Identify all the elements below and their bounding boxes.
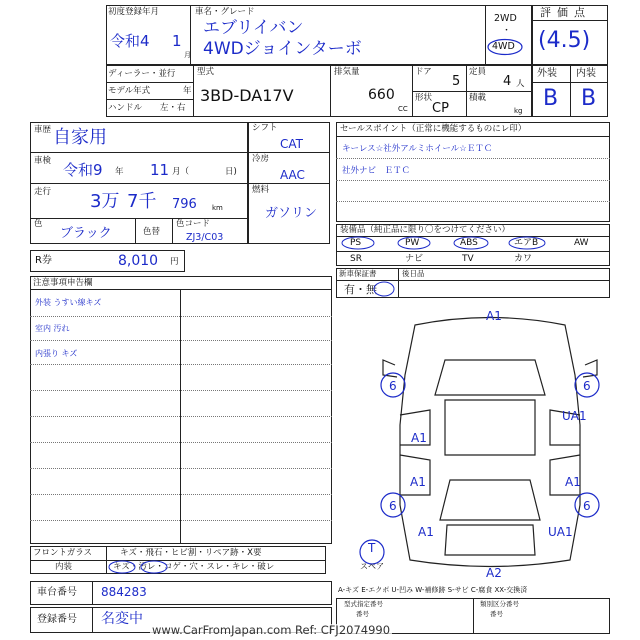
inspection-era: 令和9 (63, 161, 103, 179)
warranty-memo-label: 後日品 (402, 269, 425, 278)
handle-label: ハンドル (108, 103, 143, 113)
mark-left-quarter: A1 (418, 525, 434, 539)
equip-ps: PS (350, 238, 362, 248)
car-grade: 4WDジョインターボ (203, 39, 362, 59)
drive-4wd: 4WD (492, 41, 515, 52)
name-grade-label: 車名・グレード (195, 7, 255, 17)
mark-wheel-rr: 6 (583, 499, 591, 513)
month-label: 月 (184, 51, 191, 59)
score-label: 評価点 (540, 6, 591, 19)
first-reg-month: 1 (172, 32, 182, 50)
note-line-3: 内張り キズ (35, 349, 78, 358)
doors-label: ドア (415, 67, 432, 77)
equip-circles (340, 236, 550, 252)
capacity-label: 定員 (469, 67, 487, 77)
mileage-label: 走行 (34, 187, 52, 197)
equip-airbag: エアB (514, 238, 539, 248)
form-label-2: 類別区分番号 (480, 600, 519, 608)
drive-2wd: 2WD (494, 13, 517, 24)
reg-value: 名変中 (101, 611, 143, 627)
model-year-label: モデル年式 (108, 86, 151, 96)
equip-sr: SR (350, 254, 362, 264)
equipment-title: 装備品（純正品に限り〇をつけてください） (340, 225, 511, 235)
chassis-value: 884283 (101, 585, 147, 599)
type-label: 型式 (197, 67, 215, 77)
handle-options: 左・右 (160, 103, 186, 113)
exterior-label: 外装 (537, 68, 557, 79)
form-value-1: 番号 (356, 610, 369, 618)
load-label: 積載 (469, 93, 487, 103)
mark-left-front-door: A1 (411, 431, 427, 445)
dealer-label: ディーラー・並行 (108, 69, 176, 79)
mark-wheel-fl: 6 (389, 379, 397, 393)
interior-damage-label: 内装 (55, 562, 73, 572)
capacity-value: 4 (503, 74, 512, 89)
score-value: (4.5) (538, 28, 591, 53)
equip-abs: ABS (460, 238, 478, 248)
front-glass-label: フロントガラス (33, 548, 92, 558)
shift-value: CAT (280, 137, 303, 151)
drive-4wd-circle (485, 38, 525, 56)
fuel-label: 燃料 (252, 185, 270, 195)
sales-point-line-2: 社外ナビ ＥＴＣ (342, 166, 411, 176)
color-value: ブラック (60, 226, 112, 241)
mark-left-rear-door: A1 (410, 475, 426, 489)
ac-label: 冷房 (252, 154, 270, 164)
notes-title: 注意事項申告欄 (33, 278, 93, 288)
load-unit: kg (514, 107, 523, 115)
form-value-2: 番号 (490, 610, 503, 618)
note-line-2: 室内 汚れ (35, 324, 70, 333)
displacement-value: 660 (368, 87, 395, 103)
mark-right-quarter: UA1 (548, 525, 573, 539)
equip-aw: AW (574, 238, 589, 248)
mark-front: A1 (486, 309, 502, 323)
model-code: 3BD-DA17V (200, 86, 294, 105)
warranty-none-circle (372, 281, 396, 297)
form-label-1: 型式指定番号 (344, 600, 383, 608)
mark-right-rear-door: A1 (565, 475, 581, 489)
chassis-label: 車台番号 (37, 587, 77, 598)
warranty-new-label: 新車保証書 (339, 269, 377, 278)
color-label: 色 (34, 219, 43, 229)
recycle-amount: 8,010 (118, 253, 159, 269)
equip-navi: ナビ (405, 254, 424, 264)
exterior-grade: B (543, 86, 559, 111)
interior-grade: B (581, 86, 597, 111)
mileage-rest: 796 (172, 197, 197, 212)
note-line-1: 外装 うすい線キズ (35, 298, 102, 307)
shape-label: 形状 (415, 93, 433, 103)
inspection-day-unit: 日) (225, 167, 237, 177)
usage-label: 車歴 (34, 125, 52, 135)
mileage-sen: 7千 (127, 191, 157, 212)
sales-point-line-1: キーレス☆社外アルミホイール☆ＥＴＣ (342, 144, 493, 154)
car-name: エブリイバン (203, 18, 304, 38)
year-label: 年 (183, 86, 192, 96)
fuel-value: ガソリン (265, 206, 318, 221)
damage-legend: A-キズ E-エクボ U-凹み W-補修跡 S-サビ C-腐食 XX-交換済 (338, 586, 528, 594)
color-code-label: 色コード (176, 219, 211, 229)
recycle-box (30, 250, 185, 272)
inspection-label: 車検 (34, 156, 52, 166)
ac-value: AAC (280, 168, 305, 182)
inspection-year-unit: 年 (115, 167, 124, 177)
watermark: www.CarFromJapan.com Ref: CFJ2074990 (152, 623, 391, 637)
recycle-label: R券 (35, 255, 52, 266)
first-reg-label: 初度登録年月 (108, 7, 160, 17)
shift-label: シフト (252, 123, 278, 133)
displacement-label: 排気量 (334, 67, 360, 77)
usage-value: 自家用 (53, 127, 107, 148)
shape-value: CP (432, 101, 449, 116)
sales-points-title: セールスポイント（正常に機能するものにレ印） (340, 124, 527, 134)
mileage-unit: km (212, 204, 223, 212)
equip-tv: TV (462, 254, 474, 264)
mark-wheel-rl: 6 (389, 499, 397, 513)
mark-rear: A2 (486, 566, 502, 580)
color-swap-label: 色替 (143, 227, 161, 237)
capacity-unit: 人 (516, 79, 525, 89)
interior-damage-circles (108, 560, 178, 574)
reg-label: 登録番号 (37, 614, 77, 625)
front-glass-options: キズ・飛石・ヒビ割・リペア跡・X要 (120, 548, 262, 558)
mark-right-front-door: UA1 (562, 409, 587, 423)
color-code-value: ZJ3/C03 (186, 232, 224, 243)
mileage-man: 3万 (90, 191, 120, 212)
equip-leather: カワ (514, 254, 533, 264)
doors-value: 5 (452, 74, 461, 89)
cc-label: CC (398, 105, 408, 113)
warranty-status: 有・無 (344, 283, 377, 296)
mark-wheel-fr: 6 (583, 379, 591, 393)
spare-tire-mark: T (368, 541, 376, 555)
first-reg-era: 令和4 (110, 32, 150, 50)
interior-damage-options: キズ・汚レ・コゲ・穴・スレ・キレ・破レ (113, 562, 275, 572)
drive-dot: ・ (502, 26, 512, 36)
recycle-unit: 円 (170, 257, 179, 267)
spare-label: スペア (360, 562, 384, 571)
interior-label: 内装 (576, 68, 596, 79)
inspection-month: 11 (150, 161, 170, 179)
equip-pw: PW (405, 238, 420, 248)
inspection-month-unit: 月（ (172, 167, 190, 177)
